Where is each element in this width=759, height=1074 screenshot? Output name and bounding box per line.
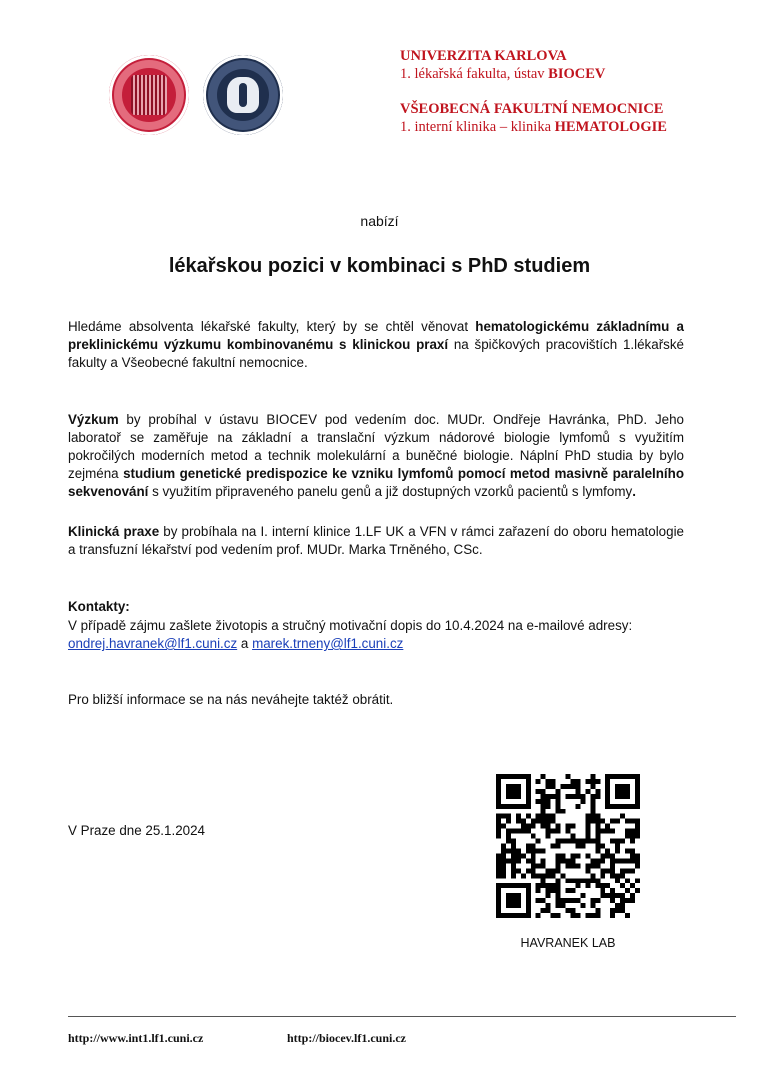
date-line: V Praze dne 25.1.2024 — [68, 823, 205, 838]
qr-code-icon[interactable] — [496, 774, 640, 918]
footer-url-biocev[interactable]: http://biocev.lf1.cuni.cz — [287, 1031, 406, 1045]
qr-caption: HAVRANEK LAB — [520, 936, 616, 950]
contacts-heading: Kontakty: — [68, 599, 130, 614]
header-university: UNIVERZITA KARLOVA — [400, 48, 567, 64]
more-info-text: Pro bližší informace se na nás neváhejte taktéž obrátit. — [68, 692, 394, 707]
charles-university-seal-logo — [109, 55, 189, 135]
paragraph-research: Výzkum by probíhal v ústavu BIOCEV pod vedením doc. MUDr. Ondřeje Havránka, PhD. Jeho laboratoř se zaměřuje na základní a translační výzkum nádorové biologie lymfomů s využitím pokročilých moderních metod a technik molekulární a buněčné biologie. Náplní PhD studia by bylo zejména studium genetické predispozice ke vzniku lymfomů pomocí metod masivně paralelního sekvenování s využitím připraveného panelu genů a již dostupných vzorků pacientů s lymfomy. — [68, 412, 685, 499]
paragraph-intro: Hledáme absolventa lékařské fakulty, který by se chtěl věnovat hematologickému základnímu a preklinickému výzkumu kombinovanému s klinickou praxí na špičkových pracovištích 1.lékařské fakulty a Všeobecné fakultní nemocnice. — [68, 319, 684, 370]
header-clinic: 1. interní klinika – klinika HEMATOLOGIE — [400, 119, 667, 135]
contacts-text: V případě zájmu zašlete životopis a stručný motivační dopis do 10.4.2024 na e-mailové adresy: ondrej.havranek@lf1.cuni.cz a marek.trneny@lf1.cuni.cz — [68, 618, 633, 651]
email-link-havranek[interactable]: ondrej.havranek@lf1.cuni.cz — [68, 636, 238, 651]
paragraph-clinical: Klinická praxe by probíhala na I. interní klinice 1.LF UK a VFN v rámci zařazení do oboru hematologie a transfuzní lékařství pod vedením prof. MUDr. Marka Trněného, CSc. — [68, 524, 684, 557]
page-title: lékařskou pozici v kombinaci s PhD studiem — [168, 255, 591, 277]
hospital-seal-logo — [203, 55, 283, 135]
header-faculty: 1. lékařská fakulta, ústav BIOCEV — [400, 66, 606, 82]
header-hospital: VŠEOBECNÁ FAKULTNÍ NEMOCNICE — [400, 101, 664, 117]
intro-text: nabízí — [360, 213, 399, 229]
footer-divider — [68, 1016, 736, 1017]
footer-url-int1[interactable]: http://www.int1.lf1.cuni.cz — [68, 1031, 204, 1045]
email-link-trneny[interactable]: marek.trneny@lf1.cuni.cz — [252, 636, 404, 651]
